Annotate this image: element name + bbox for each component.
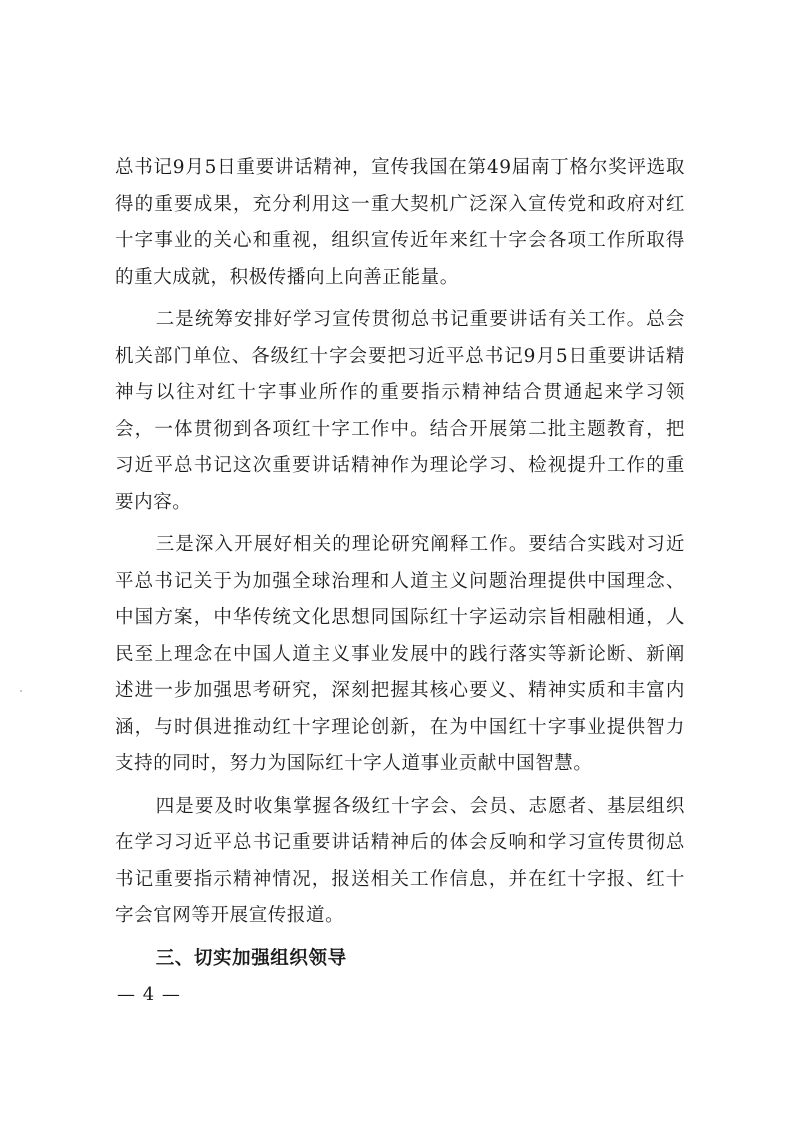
paragraph-item-two: 二是统筹安排好学习宣传贯彻总书记重要讲话有关工作。总会机关部门单位、各级红十字会要把习近平总书记9月5日重要讲话精神与以往对红十字事业所作的重要指示精神结合贯通起来学习领会，一体贯彻到各项红十字工作中。结合开展第二批主题教育，把习近平总书记这次重要讲话精神作为理论学习、检视提升工作的重要内容。 bbox=[115, 309, 685, 513]
scan-mark bbox=[20, 690, 22, 692]
section-heading: 三、切实加强组织领导 bbox=[155, 947, 347, 969]
page-number: — 4 — bbox=[117, 984, 181, 1005]
document-body bbox=[115, 150, 685, 977]
paragraph-item-three: 三是深入开展好相关的理论研究阐释工作。要结合实践对习近平总书记关于为加强全球治理和人道主义问题治理提供中国理念、中国方案，中华传统文化思想同国际红十字运动宗旨相融相通，人民至上理念在中国人道主义事业发展中的践行落实等新论断、新阐述进一步加强思考研究，深刻把握其核心要义、精神实质和丰富内涵，与时俱进推动红十字理论创新，在为中国红十字事业提供智力支持的同时，努力为国际红十字人道事业贡献中国智慧。 bbox=[115, 534, 685, 774]
paragraph-item-four: 四是要及时收集掌握各级红十字会、会员、志愿者、基层组织在学习习近平总书记重要讲话精神后的体会反响和学习宣传贯彻总书记重要指示精神情况，报送相关工作信息，并在红十字报、红十字会官网等开展宣传报道。 bbox=[115, 795, 685, 926]
paragraph-continuation: 总书记9月5日重要讲话精神，宣传我国在第49届南丁格尔奖评选取得的重要成果，充分利用这一重大契机广泛深入宣传党和政府对红十字事业的关心和重视，组织宣传近年来红十字会各项工作所取得的重大成就，积极传播向上向善正能量。 bbox=[115, 157, 685, 288]
